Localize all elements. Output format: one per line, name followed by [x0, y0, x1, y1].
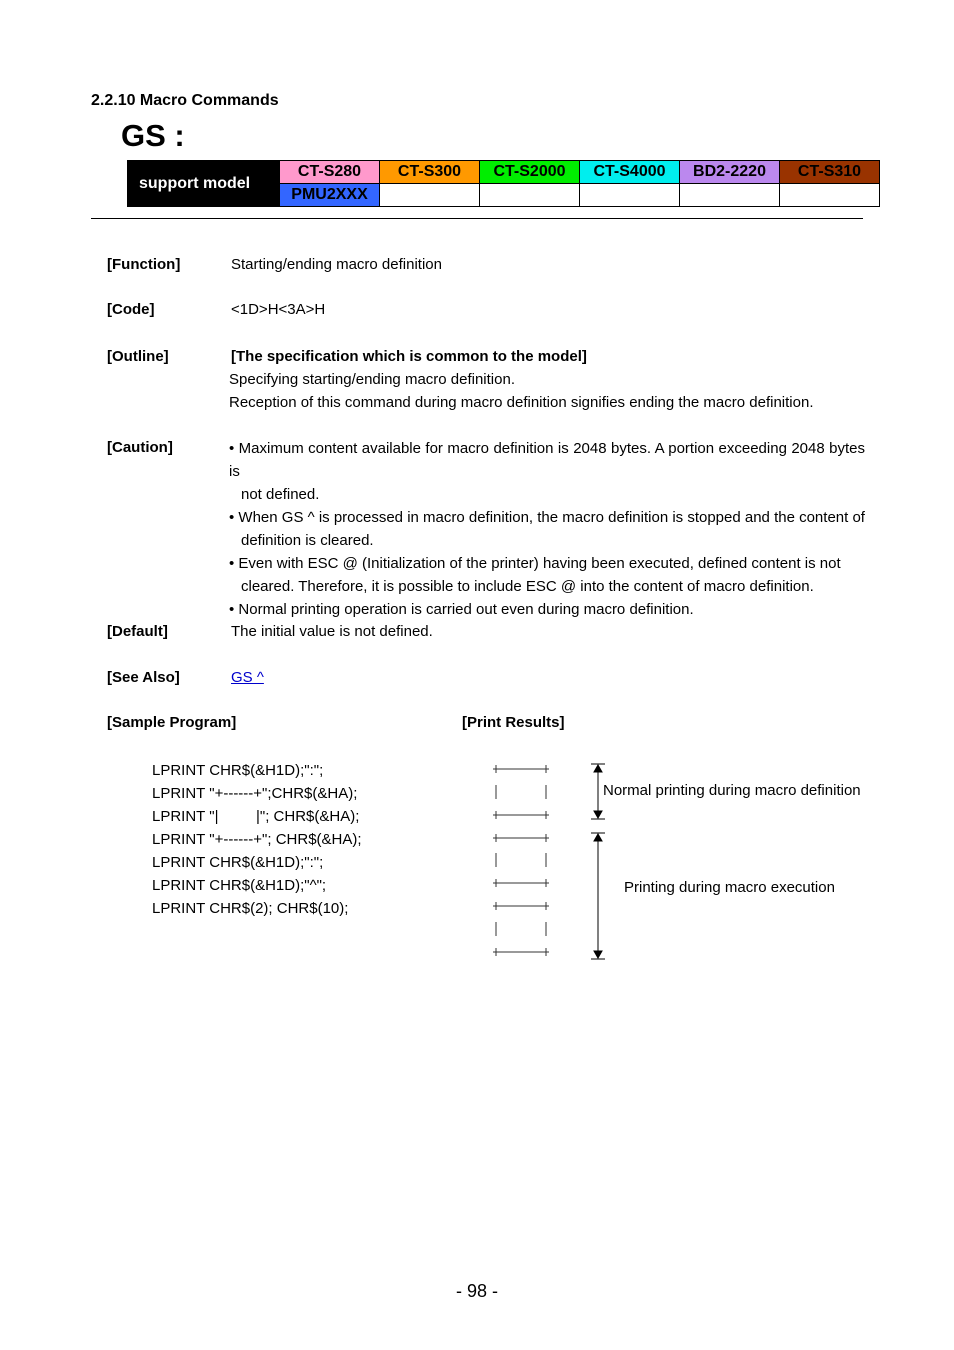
model-cell: CT-S4000	[580, 161, 680, 184]
caution-line: • Normal printing operation is carried out even during macro definition.	[229, 601, 694, 618]
page-number: - 98 -	[455, 1281, 498, 1301]
code-line: LPRINT "+------+";CHR$(&HA);	[152, 785, 358, 802]
model-cell	[380, 184, 480, 207]
print-note-definition: Normal printing during macro definition	[603, 782, 861, 799]
model-cell: CT-S300	[380, 161, 480, 184]
horizontal-rule	[91, 218, 863, 219]
outline-line: Reception of this command during macro definition signifies ending the macro definition.	[229, 394, 814, 411]
outline-line: Specifying starting/ending macro definition.	[229, 371, 515, 388]
caution-line: definition is cleared.	[241, 532, 374, 549]
caution-label: [Caution]	[107, 439, 173, 456]
caution-line: cleared. Therefore, it is possible to include ESC @ into the content of macro definition.	[241, 578, 814, 595]
caution-line: • When GS ^ is processed in macro definition, the macro definition is stopped and the content of	[229, 509, 865, 526]
model-cell	[680, 184, 780, 207]
print-results-label: [Print Results]	[462, 714, 565, 731]
command-title: GS :	[121, 118, 185, 153]
model-cell: BD2-2220	[680, 161, 780, 184]
model-cell	[580, 184, 680, 207]
see-also-label: [See Also]	[107, 669, 180, 686]
default-label: [Default]	[107, 623, 168, 640]
function-text: Starting/ending macro definition	[231, 256, 442, 273]
outline-label: [Outline]	[107, 348, 169, 365]
code-line: LPRINT CHR$(&H1D);":";	[152, 854, 324, 871]
function-label: [Function]	[107, 256, 181, 273]
code-text: <1D>H<3A>H	[231, 301, 326, 318]
code-line: LPRINT CHR$(2); CHR$(10);	[152, 900, 349, 917]
caution-line: not defined.	[241, 486, 320, 503]
support-model-table	[127, 160, 880, 207]
default-text: The initial value is not defined.	[231, 623, 433, 640]
caution-list	[229, 437, 865, 621]
model-cell: CT-S2000	[480, 161, 580, 184]
sample-code	[152, 759, 362, 920]
code-line: LPRINT "+------+"; CHR$(&HA);	[152, 831, 362, 848]
model-cell: PMU2XXX	[280, 184, 380, 207]
model-cell	[480, 184, 580, 207]
sample-program-label: [Sample Program]	[107, 714, 237, 731]
see-also-link[interactable]: GS ^	[231, 669, 264, 686]
model-cell: CT-S280	[280, 161, 380, 184]
section-heading: 2.2.10 Macro Commands	[91, 92, 279, 109]
code-label: [Code]	[107, 301, 155, 318]
support-model-label: support model	[128, 161, 275, 207]
print-note-execution: Printing during macro execution	[624, 879, 835, 896]
model-cell	[780, 184, 880, 207]
code-line: LPRINT "| |"; CHR$(&HA);	[152, 808, 360, 825]
code-line: LPRINT CHR$(&H1D);"^";	[152, 877, 327, 894]
caution-line: • Maximum content available for macro definition is 2048 bytes. A portion exceeding 2048 bytes is	[229, 440, 865, 480]
outline-heading: [The specification which is common to the model]	[231, 348, 587, 365]
code-line: LPRINT CHR$(&H1D);":";	[152, 762, 324, 779]
model-cell: CT-S310	[780, 161, 880, 184]
print-results-diagram	[485, 755, 615, 965]
printed-boxes	[493, 765, 549, 956]
caution-line: • Even with ESC @ (Initialization of the printer) having been executed, defined content is not	[229, 555, 841, 572]
